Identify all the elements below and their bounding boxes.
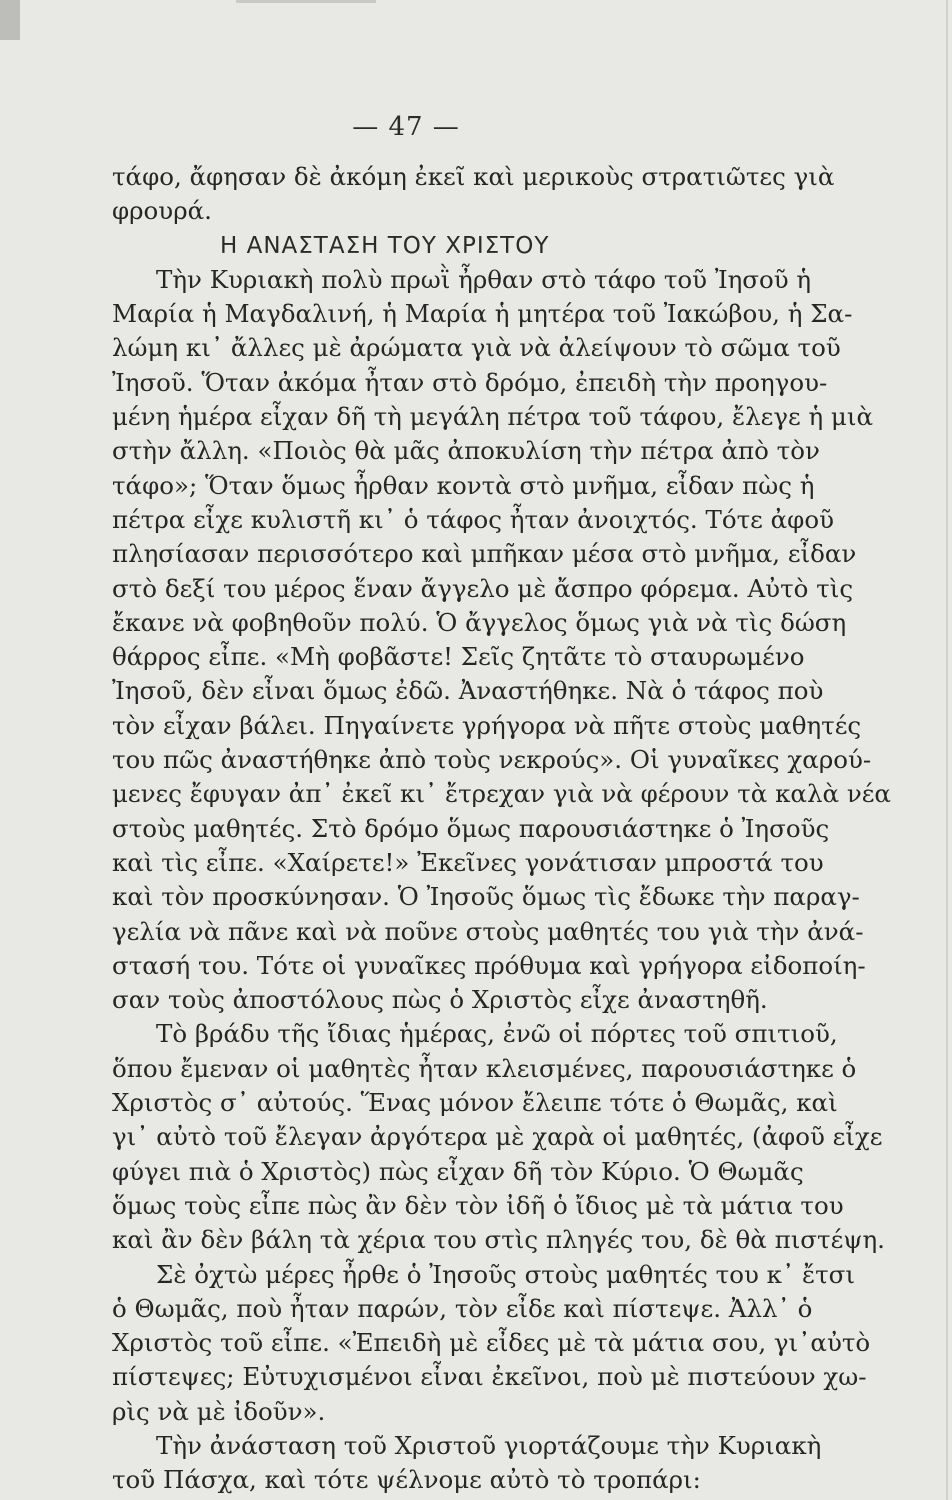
text-line: πλησίασαν περισσότερο καὶ μπῆκαν μέσα στὸ μνῆμα, εἶδαν (112, 539, 857, 569)
text-line: φύγει πιὰ ὁ Χριστὸς) πὼς εἶχαν δῆ τὸν Κύριο. Ὁ Θωμᾶς (112, 1156, 804, 1186)
torn-edge (236, 0, 376, 3)
text-line: Ἰησοῦ, δὲν εἶναι ὅμως ἐδῶ. Ἀναστήθηκε. Νὰ ὁ τάφος ποὺ (112, 676, 824, 706)
text-line: Χριστὸς σ᾽ αὐτούς. Ἕνας μόνον ἔλειπε τότε ὁ Θωμᾶς, καὶ (112, 1088, 838, 1118)
text-line: σαν τοὺς ἀποστόλους πὼς ὁ Χριστὸς εἶχε ἀναστηθῆ. (112, 985, 768, 1015)
text-line: στὸ δεξί του μέρος ἕναν ἄγγελο μὲ ἄσπρο φόρεμα. Αὐτὸ τὶς (112, 573, 854, 603)
body-text (112, 160, 891, 1498)
text-line: γελία νὰ πᾶνε καὶ νὰ ποῦνε στοὺς μαθητές του γιὰ τὴν ἀνά- (112, 916, 864, 946)
text-line: Μαρία ἡ Μαγδαλινή, ἡ Μαρία ἡ μητέρα τοῦ Ἰακώβου, ἡ Σα- (112, 299, 853, 329)
text-line: Τὴν ἀνάσταση τοῦ Χριστοῦ γιορτάζουμε τὴν Κυριακὴ (156, 1430, 822, 1460)
text-line: καὶ ἂν δὲν βάλη τὰ χέρια του στὶς πληγές του, δὲ θὰ πιστέψη. (112, 1225, 885, 1255)
text-line: θάρρος εἶπε. «Μὴ φοβᾶστε! Σεῖς ζητᾶτε τὸ σταυρωμένο (112, 642, 805, 672)
text-line: Ἰησοῦ. Ὅταν ἀκόμα ἦταν στὸ δρόμο, ἐπειδὴ τὴν προηγου- (112, 367, 828, 397)
torn-corner (0, 0, 20, 40)
text-line: καὶ τὸν προσκύνησαν. Ὁ Ἰησοῦς ὅμως τὶς ἔδωκε τὴν παραγ- (112, 882, 860, 912)
text-line: πίστεψες; Εὐτυχισμένοι εἶναι ἐκεῖνοι, ποὺ μὲ πιστεύουν χω- (112, 1362, 867, 1392)
page-edge (946, 0, 948, 1500)
text-line: τάφο, ἄφησαν δὲ ἀκόμη ἐκεῖ καὶ μερικοὺς στρατιῶτες γιὰ (112, 162, 835, 191)
text-line: του πῶς ἀναστήθηκε ἀπὸ τοὺς νεκρούς». Οἱ γυναῖκες χαρού- (112, 745, 872, 775)
text-line: στὴν ἄλλη. «Ποιὸς θὰ μᾶς ἀποκυλίση τὴν πέτρα ἀπὸ τὸν (112, 436, 820, 466)
text-line: τὸν εἶχαν βάλει. Πηγαίνετε γρήγορα νὰ πῆτε στοὺς μαθητές (112, 710, 862, 740)
text-line: ἔκανε νὰ φοβηθοῦν πολύ. Ὁ ἄγγελος ὅμως γιὰ νὰ τὶς δώση (112, 607, 847, 637)
text-line: ὅπου ἔμεναν οἱ μαθητὲς ἦταν κλεισμένες, παρουσιάστηκε ὁ (112, 1053, 857, 1083)
text-line: πέτρα εἶχε κυλιστῆ κι᾽ ὁ τάφος ἦταν ἀνοιχτός. Τότε ἀφοῦ (112, 504, 834, 534)
text-line: ὅμως τοὺς εἶπε πὼς ἂν δὲν τὸν ἰδῆ ὁ ἴδιος μὲ τὰ μάτια του (112, 1190, 844, 1220)
text-line: μενες ἔφυγαν ἀπ᾽ ἐκεῖ κι᾽ ἔτρεχαν γιὰ νὰ φέρουν τὰ καλὰ νέα (112, 779, 891, 809)
text-line: στασή του. Τότε οἱ γυναῖκες πρόθυμα καὶ γρήγορα εἰδοποίη- (112, 950, 866, 980)
text-line: τάφο»; Ὅταν ὅμως ἦρθαν κοντὰ στὸ μνῆμα, εἶδαν πὼς ἡ (112, 470, 815, 500)
text-line: τοῦ Πάσχα, καὶ τότε ψέλνομε αὐτὸ τὸ τροπάρι: (112, 1465, 701, 1495)
text-line: Τὴν Κυριακὴ πολὺ πρωῒ ἦρθαν στὸ τάφο τοῦ Ἰησοῦ ἡ (156, 264, 812, 294)
section-heading: Η ΑΝΑΣΤΑΣΗ ΤΟΥ ΧΡΙΣΤΟΥ (220, 232, 550, 259)
text-line: στοὺς μαθητές. Στὸ δρόμο ὅμως παρουσιάστηκε ὁ Ἰησοῦς (112, 813, 830, 843)
text-line: ὁ Θωμᾶς, ποὺ ἦταν παρών, τὸν εἶδε καὶ πίστεψε. Ἀλλ᾽ ὁ (112, 1293, 813, 1323)
text-line: Χριστὸς τοῦ εἶπε. «Ἐπειδὴ μὲ εἶδες μὲ τὰ μάτια σου, γι᾽αὐτὸ (112, 1328, 871, 1358)
text-line: γι᾽ αὐτὸ τοῦ ἔλεγαν ἀργότερα μὲ χαρὰ οἱ μαθητές, (ἀφοῦ εἶχε (112, 1122, 883, 1152)
text-line: φρουρά. (112, 196, 212, 226)
text-line: λώμη κι᾽ ἄλλες μὲ ἀρώματα γιὰ νὰ ἀλείψουν τὸ σῶμα τοῦ (112, 333, 841, 363)
page-number: — 47 — (352, 112, 460, 142)
text-line: ρὶς νὰ μὲ ἰδοῦν». (112, 1396, 326, 1426)
text-line: Τὸ βράδυ τῆς ἴδιας ἡμέρας, ἐνῶ οἱ πόρτες τοῦ σπιτιοῦ, (156, 1019, 838, 1049)
text-line: μένη ἡμέρα εἶχαν δῆ τὴ μεγάλη πέτρα τοῦ τάφου, ἔλεγε ἡ μιὰ (112, 402, 873, 432)
text-line: καὶ τὶς εἶπε. «Χαίρετε!» Ἐκεῖνες γονάτισαν μπροστά του (112, 847, 824, 877)
text-line: Σὲ ὀχτὼ μέρες ἦρθε ὁ Ἰησοῦς στοὺς μαθητές του κ᾽ ἔτσι (156, 1259, 856, 1289)
